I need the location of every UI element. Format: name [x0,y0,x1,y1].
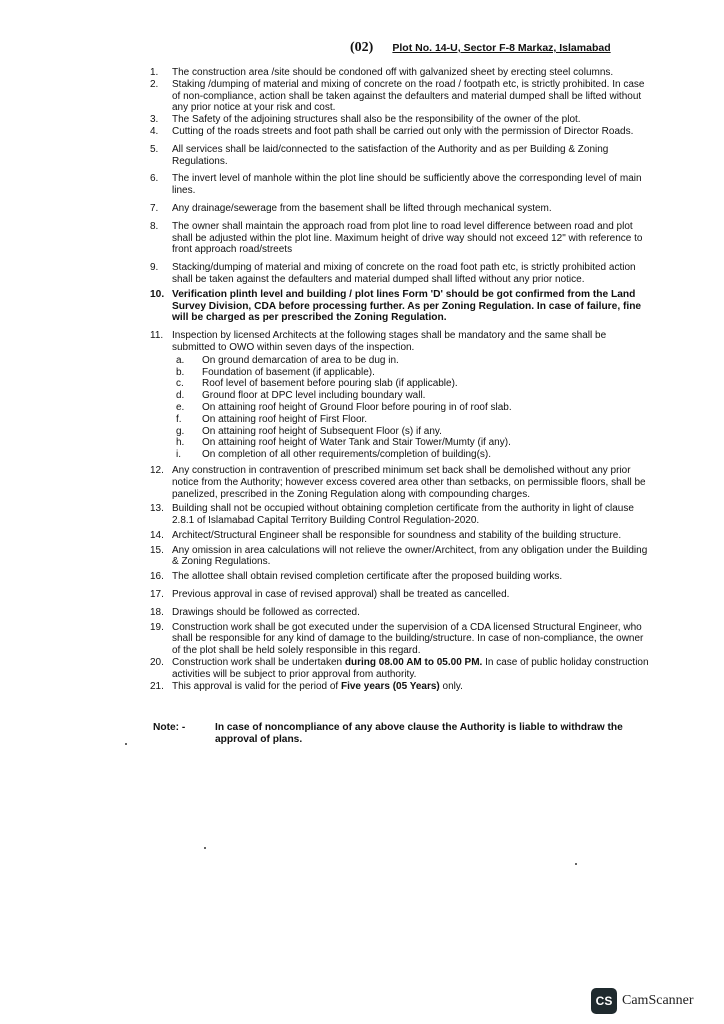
scan-speck [125,743,127,745]
stage-letter: c. [176,378,184,390]
clause-12 [150,465,650,500]
note-label: Note: - [153,722,186,733]
stage-letter: d. [176,390,185,402]
stage-text: On attaining roof height of Subsequent Floor (s) if any. [202,425,442,437]
clause-text: only. [439,680,463,692]
clause-1 [150,67,650,79]
scan-speck [575,863,577,865]
clause-text: The allottee shall obtain revised completion certificate after the proposed building works. [172,571,563,583]
stage-letter: h. [176,437,185,449]
clause-text: Architect/Structural Engineer shall be responsible for soundness and stability of the building structure. [172,529,622,541]
clause-2 [150,79,650,114]
clause-text: All services shall be laid/connected to the satisfaction of the Authority and as per Building & Zoning Regulations. [172,143,609,167]
stage-letter: e. [176,401,185,413]
stage-text: Ground floor at DPC level including boundary wall. [202,390,426,402]
stage-text: On ground demarcation of area to be dug in. [202,354,399,366]
clause-number: 1. [150,67,159,78]
clause-10 [150,289,650,324]
clause-13 [150,503,650,527]
clause-validity: Five years (05 Years) [340,680,440,692]
clause-number: 12. [150,464,164,476]
clause-text: The Safety of the adjoining structures shall also be the responsibility of the owner of the plot. [172,114,581,126]
page-number: (02) [350,40,374,55]
clause-21 [150,681,650,693]
inspection-stage [176,402,650,414]
clause-3 [150,114,650,126]
clause-text: Cutting of the roads streets and foot path shall be carried out only with the permission of Director Roads. [172,125,634,137]
clause-number: 15. [150,544,164,556]
stage-letter: f. [176,413,182,425]
clause-17 [150,589,650,601]
stage-text: On completion of all other requirements/completion of building(s). [202,449,492,461]
clause-number: 13. [150,503,164,515]
stage-letter: b. [176,366,185,378]
clause-text: Building shall not be occupied without obtaining completion certificate from the authority in light of clause 2.8.1 of Islamabad Capital Territory Building Control Regulation-2020. [172,503,634,527]
clause-text: The construction area /site should be condoned off with galvanized sheet by erecting steel columns. [172,67,614,78]
clause-text: The invert level of manhole within the plot line should be sufficiently above the corresponding level of main lines. [172,173,642,197]
stage-letter: g. [176,425,185,437]
inspection-stage [176,378,650,390]
clause-hours: during 08.00 AM to 05.00 PM. [344,657,483,669]
clause-5 [150,144,650,168]
clause-8 [150,221,650,256]
clause-text: Construction work shall be undertaken [172,657,345,669]
camscanner-logo-icon: CS [591,988,617,1014]
clause-9 [150,262,650,286]
clause-number: 11. [150,330,164,342]
clause-15 [150,545,650,569]
stage-text: On attaining roof height of Ground Floor before pouring in of roof slab. [202,401,512,413]
clause-number: 7. [150,202,159,214]
inspection-stage [176,437,650,449]
clause-text: Construction work shall be got executed under the supervision of a CDA licensed Structural Engineer, who shall be responsible for any kind of damage to the building/structure. In case of non-compliance, the owner of the plot shall be held solely responsible in this regard. [172,621,644,657]
clause-text: Verification plinth level and building / plot lines Form 'D' should be got confirmed from the Land Survey Division, CDA before processing further. As per Zoning Regulation. In case of failure, fine will be charged as per prescribed the Zoning Regulation. [172,288,642,324]
clause-7 [150,203,650,215]
clause-18 [150,607,650,619]
clause-number: 20. [150,657,164,669]
clause-16 [150,571,650,583]
clause-text: Inspection by licensed Architects at the following stages shall be mandatory and the same shall be submitted to OWO within seven days of the inspection. [172,330,607,353]
inspection-stage [176,414,650,426]
clause-text: Any drainage/sewerage from the basement shall be lifted through mechanical system. [172,202,552,214]
stage-text: Foundation of basement (if applicable). [202,366,375,378]
inspection-stage [176,355,650,367]
clause-number: 4. [150,125,159,137]
clause-number: 14. [150,529,164,541]
clause-20 [150,657,650,681]
clause-19 [150,622,650,657]
camscanner-watermark [591,988,694,1014]
clause-text: Drawings should be followed as corrected. [172,606,360,618]
clause-number: 17. [150,589,164,601]
inspection-stage [176,367,650,379]
clause-text: Previous approval in case of revised approval) shall be treated as cancelled. [172,589,510,601]
clause-text: In case of public holiday construction activities will be subject to prior approval from authority. [172,657,649,680]
clause-number: 19. [150,621,164,633]
clause-text: This approval is valid for the period of [172,680,341,692]
note-text: In case of noncompliance of any above clause the Authority is liable to withdraw the approval of plans. [215,722,623,745]
clause-number: 8. [150,220,159,232]
document-header [350,40,611,56]
clause-number: 2. [150,78,159,90]
clause-text: Stacking/dumping of material and mixing of concrete on the road foot path etc, is strictly prohibited action shall be taken against the defaulters and material dumped shall lifted without any prior notice. [172,262,636,285]
clause-14 [150,530,650,542]
plot-title: Plot No. 14-U, Sector F-8 Markaz, Islamabad [392,42,611,54]
clause-11 [150,330,650,354]
inspection-stage [176,426,650,438]
inspection-stage-list [176,355,650,461]
clause-number: 10. [150,288,165,300]
clause-text: Any construction in contravention of prescribed minimum set back shall be demolished without any prior notice from the Authority; however excess covered area other than setbacks, on permissible floors, shall be panelized, prescribed in the Zoning Regulation along with compounding charges. [172,464,646,500]
stage-letter: i. [176,449,181,461]
clause-text: The owner shall maintain the approach road from plot line to road level difference between road and plot shall be adjusted within the plot line. Maximum height of drive way should not exceed 12" with reference to front approach road/streets [172,220,643,256]
clause-number: 3. [150,114,159,126]
clause-4 [150,126,650,138]
clause-text: Staking /dumping of material and mixing of concrete on the road / footpath etc, is strictly prohibited. In case of non-compliance, action shall be taken against the defaulters and material dumped shall be lifted without any prior notice at your risk and cost. [172,78,645,114]
stage-text: On attaining roof height of Water Tank and Stair Tower/Mumty (if any). [202,437,511,449]
camscanner-label: CamScanner [622,993,694,1008]
clause-number: 6. [150,173,159,185]
clause-number: 5. [150,143,159,155]
stage-text: On attaining roof height of First Floor. [202,413,368,425]
note-block [153,722,653,746]
stage-text: Roof level of basement before pouring slab (if applicable). [202,378,458,390]
clause-number: 9. [150,262,159,274]
inspection-stage [176,390,650,402]
clause-list [150,67,650,695]
clause-number: 18. [150,606,164,618]
scan-speck [204,847,206,849]
inspection-stage [176,449,650,461]
clause-number: 16. [150,571,164,583]
clause-number: 21. [150,680,164,692]
clause-text: Any omission in area calculations will not relieve the owner/Architect, from any obligation under the Building & Zoning Regulations. [172,544,648,568]
clause-6 [150,173,650,197]
stage-letter: a. [176,354,185,366]
